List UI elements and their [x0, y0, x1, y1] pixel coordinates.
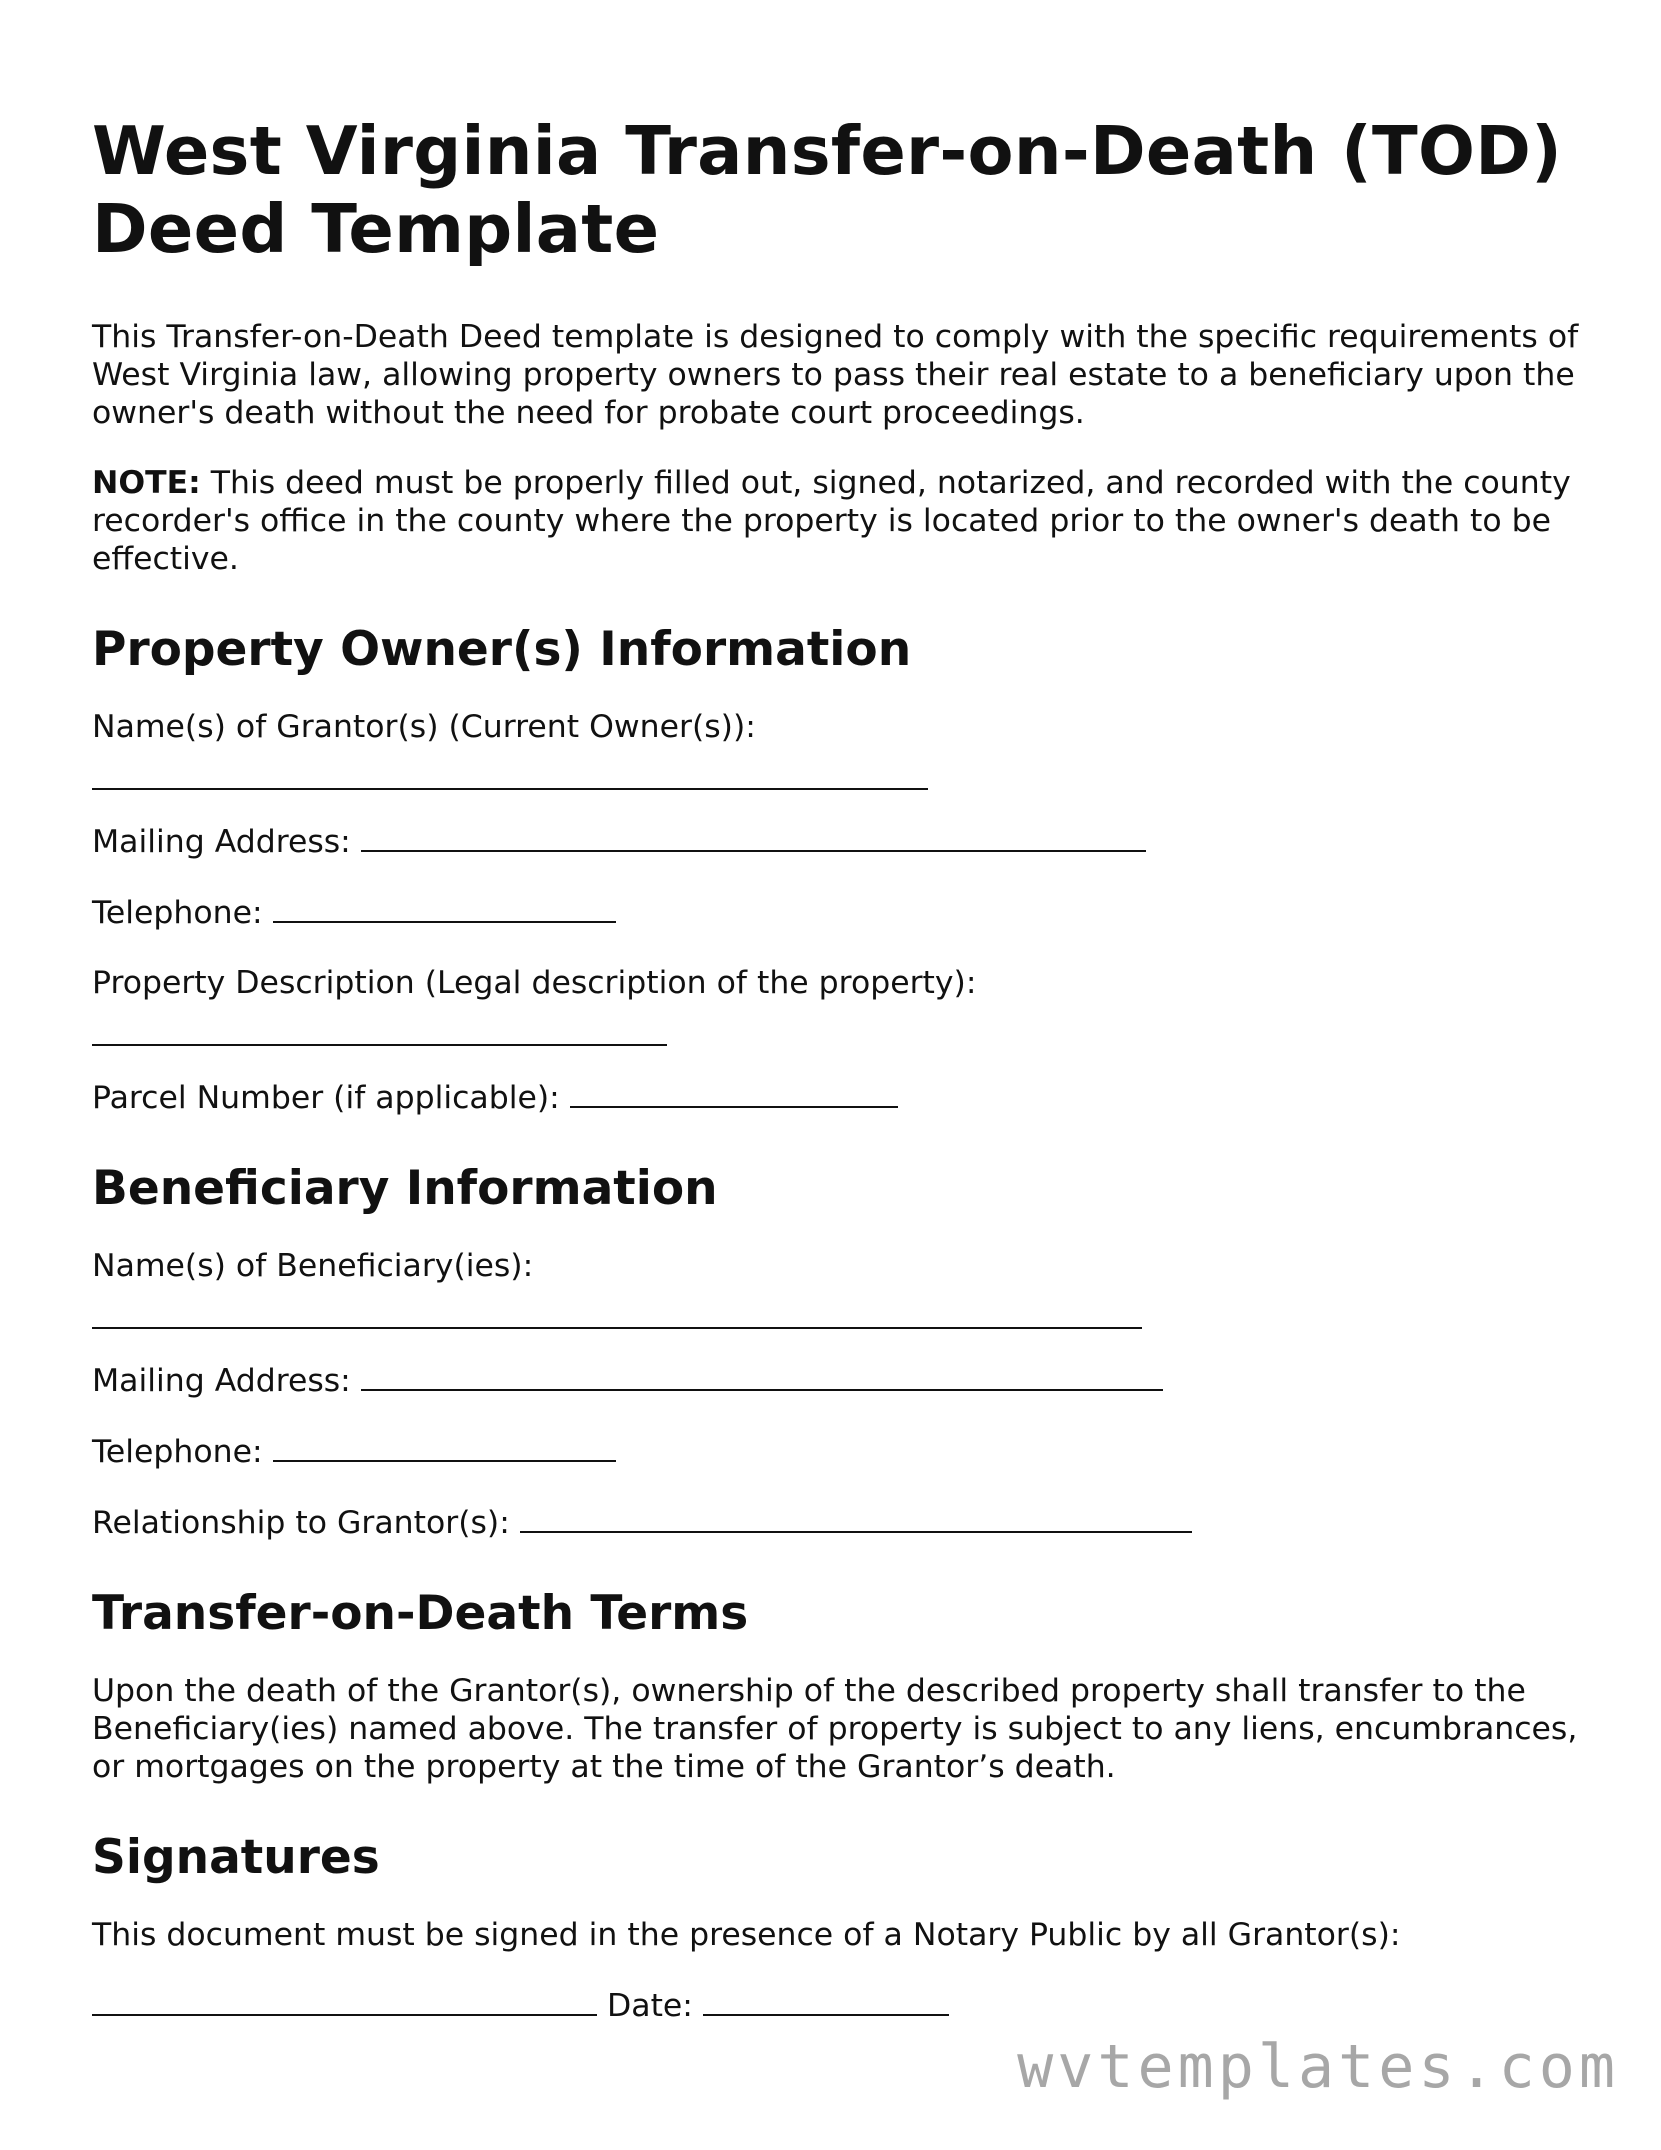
grantor-names-label: Name(s) of Grantor(s) (Current Owner(s)):: [92, 709, 756, 745]
document-page: [92, 112, 1592, 2057]
beneficiary-section-heading: Beneficiary Information: [92, 1161, 718, 1216]
beneficiary-telephone-field: [92, 1432, 1592, 1471]
parcel-number-label: Parcel Number (if applicable):: [92, 1080, 560, 1116]
signatures-section-heading: Signatures: [92, 1830, 380, 1885]
property-description-label: Property Description (Legal description of the property):: [92, 965, 977, 1001]
terms-section-heading: Transfer-on-Death Terms: [92, 1586, 749, 1641]
beneficiary-names-field: [92, 1247, 1592, 1329]
beneficiary-telephone-blank[interactable]: [273, 1432, 616, 1462]
relationship-label: Relationship to Grantor(s):: [92, 1505, 510, 1541]
beneficiary-telephone-label: Telephone:: [92, 1434, 263, 1470]
beneficiary-mailing-field: [92, 1361, 1592, 1400]
date-label: Date:: [607, 1988, 693, 2024]
grantor-signature-line: [92, 1986, 1592, 2025]
beneficiary-names-blank[interactable]: [92, 1299, 1142, 1329]
beneficiary-names-label: Name(s) of Beneficiary(ies):: [92, 1248, 534, 1284]
owner-mailing-field: [92, 822, 1592, 861]
beneficiary-mailing-label: Mailing Address:: [92, 1363, 351, 1399]
relationship-field: [92, 1503, 1592, 1542]
grantor-names-field: [92, 708, 1592, 790]
owner-mailing-label: Mailing Address:: [92, 824, 351, 860]
owner-telephone-label: Telephone:: [92, 895, 263, 931]
property-description-field: [92, 964, 1592, 1046]
relationship-blank[interactable]: [520, 1503, 1192, 1533]
note-label: NOTE:: [92, 465, 201, 501]
beneficiary-mailing-blank[interactable]: [361, 1361, 1163, 1391]
watermark: wvtemplates.com: [1017, 2032, 1619, 2102]
note-text: This deed must be properly filled out, signed, notarized, and recorded with the county recorder's office in the county where the property is located prior to the owner's death to be effective.: [92, 465, 1571, 577]
signature-blank[interactable]: [92, 1986, 597, 2016]
owner-telephone-blank[interactable]: [273, 893, 616, 923]
document-title: West Virginia Transfer-on-Death (TOD) Deed Template: [92, 112, 1563, 268]
owner-mailing-blank[interactable]: [361, 822, 1146, 852]
signatures-paragraph: This document must be signed in the presence of a Notary Public by all Grantor(s):: [92, 1917, 1401, 1953]
note-paragraph: [92, 464, 1592, 578]
owner-section-heading: Property Owner(s) Information: [92, 622, 912, 677]
date-blank[interactable]: [703, 1986, 949, 2016]
parcel-number-blank[interactable]: [570, 1078, 898, 1108]
property-description-blank[interactable]: [92, 1016, 667, 1046]
grantor-names-blank[interactable]: [92, 760, 928, 790]
intro-paragraph: This Transfer-on-Death Deed template is designed to comply with the specific requirements of West Virginia law, allowing property owners to pass their real estate to a beneficiary upon the owner's death without the need for probate court proceedings.: [92, 319, 1579, 431]
parcel-number-field: [92, 1078, 1592, 1117]
terms-paragraph: Upon the death of the Grantor(s), ownership of the described property shall transfer to the Beneficiary(ies) named above. The transfer of property is subject to any liens, encumbrances, or mortgages on the property at the time of the Grantor’s death.: [92, 1673, 1578, 1785]
owner-telephone-field: [92, 893, 1592, 932]
